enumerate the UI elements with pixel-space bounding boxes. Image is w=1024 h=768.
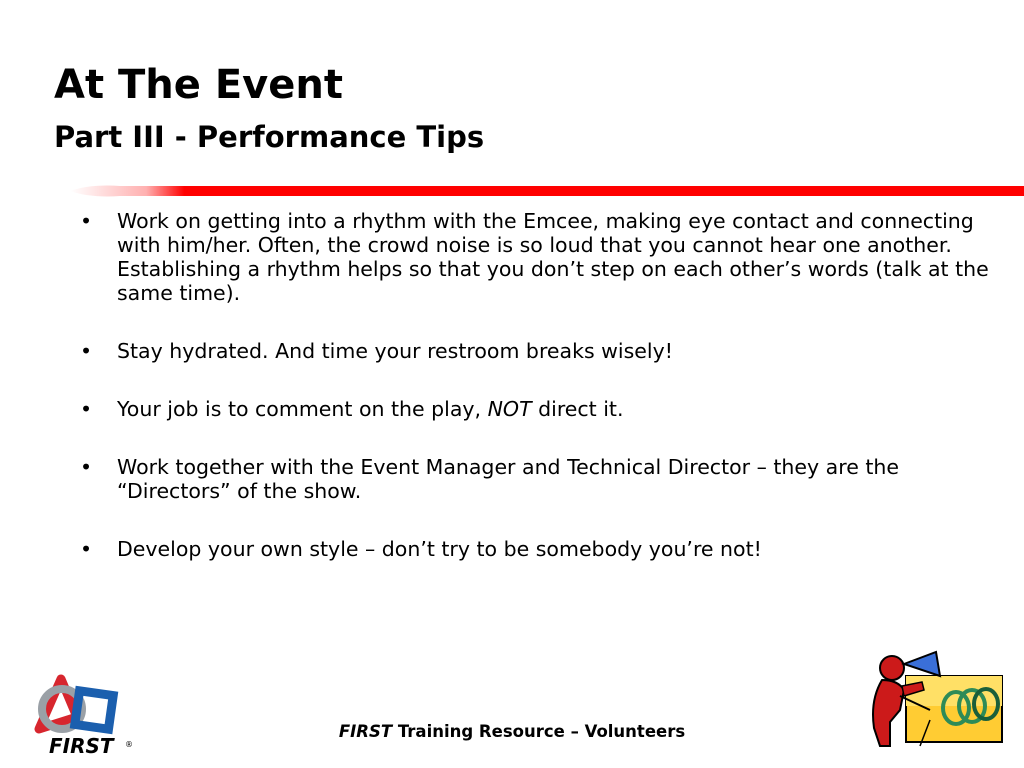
footer-brand: FIRST bbox=[338, 722, 393, 741]
bullet-emphasis: NOT bbox=[487, 397, 532, 421]
bullet-glyph: • bbox=[80, 455, 93, 479]
slide-title: At The Event bbox=[54, 62, 343, 108]
bullet-glyph: • bbox=[80, 209, 93, 233]
announcer-clipart bbox=[860, 650, 1008, 750]
bullet-list bbox=[74, 209, 1009, 595]
first-logo bbox=[17, 657, 137, 760]
bullet-item bbox=[74, 339, 1009, 363]
slide-subtitle: Part III - Performance Tips bbox=[54, 120, 485, 154]
bullet-item bbox=[74, 455, 1009, 503]
logo-registered: ® bbox=[125, 740, 133, 749]
bullet-item bbox=[74, 397, 1009, 421]
footer-text: Training Resource – Volunteers bbox=[392, 722, 686, 741]
bullet-text: Develop your own style – don’t try to be somebody you’re not! bbox=[117, 537, 762, 561]
bullet-glyph: • bbox=[80, 397, 93, 421]
bullet-glyph: • bbox=[80, 339, 93, 363]
logo-wordmark: FIRST bbox=[49, 734, 114, 758]
bullet-text-after: direct it. bbox=[531, 397, 624, 421]
bullet-glyph: • bbox=[80, 537, 93, 561]
bullet-item bbox=[74, 209, 1009, 305]
bullet-item bbox=[74, 537, 1009, 561]
red-divider-line bbox=[0, 178, 1024, 204]
bullet-text-before: Your job is to comment on the play, bbox=[117, 397, 488, 421]
bullet-text: Stay hydrated. And time your restroom breaks wisely! bbox=[117, 339, 673, 363]
bullet-text: Work on getting into a rhythm with the Emcee, making eye contact and connecting with him/her. Often, the crowd noise is so loud that you cannot hear one another. Establishing a rhythm helps so that you don’t step on each other’s words (talk at the same time). bbox=[117, 209, 989, 305]
bullet-text: Work together with the Event Manager and Technical Director – they are the “Directors” of the show. bbox=[117, 455, 899, 503]
